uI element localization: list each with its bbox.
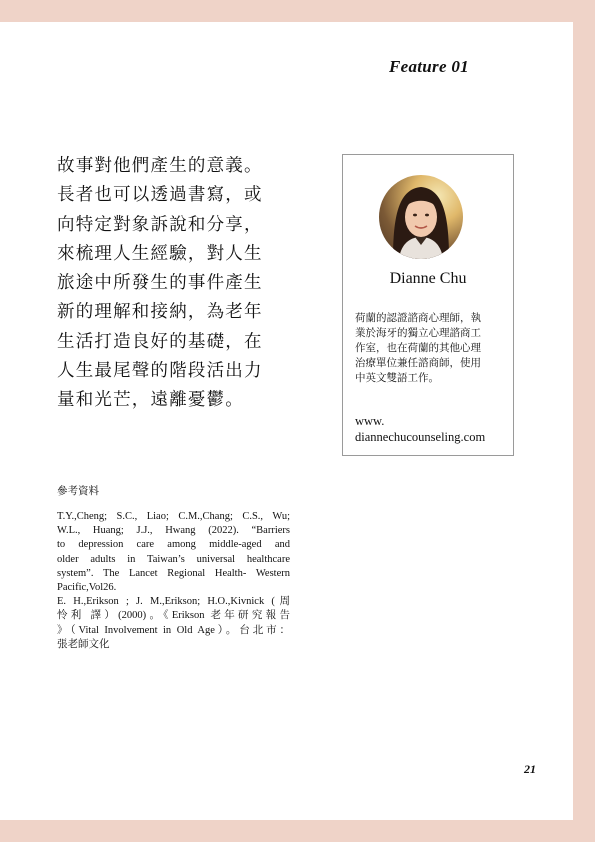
author-bio xyxy=(355,311,507,386)
article-body xyxy=(57,152,272,416)
references-list xyxy=(57,510,290,652)
body-line: 量和光芒，遠離憂鬱。 xyxy=(57,390,244,411)
reference-line: E. H.,Erikson ; J. M.,Erikson; H.O.,Kivnick (周 xyxy=(57,596,290,608)
reference-line: 張老師文化 xyxy=(57,638,110,650)
bio-line: 治療單位兼任諮商師，使用 xyxy=(355,357,481,369)
author-website[interactable] xyxy=(355,413,507,445)
body-line: 向特定對象訴說和分享， xyxy=(57,214,263,235)
reference-line: older adults in Taiwan’s universal healthcare xyxy=(57,553,290,565)
avatar xyxy=(379,175,463,259)
reference-line: Pacific,Vol26. xyxy=(57,582,117,594)
body-line: 旅途中所發生的事件產生 xyxy=(57,273,263,294)
reference-line: system”. The Lancet Regional Health- Western xyxy=(57,567,290,579)
references-title: 參考資料 xyxy=(57,485,99,497)
bio-line: 作室，也在荷蘭的其他心理 xyxy=(355,342,481,354)
body-line: 來梳理人生經驗，對人生 xyxy=(57,243,263,264)
reference-line: to depression care among middle-aged and xyxy=(57,539,290,551)
website-line: diannechucounseling.com xyxy=(355,430,486,444)
reference-line: 》（Vital Involvement in Old Age）。台北市： xyxy=(57,624,290,636)
author-profile-card xyxy=(342,154,514,456)
body-line: 故事對他們產生的意義。 xyxy=(57,156,263,176)
body-line: 人生最尾聲的階段活出力 xyxy=(57,361,263,382)
reference-line: T.Y.,Cheng; S.C., Liao; C.M.,Chang; C.S., Wu; xyxy=(57,511,290,522)
body-line: 生活打造良好的基礎，在 xyxy=(57,331,263,352)
reference-line: 怜利 譯）(2000)。《Erikson 老年研究報告 xyxy=(57,610,290,622)
author-name: Dianne Chu xyxy=(389,270,467,287)
reference-line: W.L., Huang; J.J., Hwang (2022). “Barriers xyxy=(57,525,290,537)
body-line: 新的理解和接納，為老年 xyxy=(57,302,263,323)
portrait-image xyxy=(379,175,463,259)
page-number: 21 xyxy=(524,762,536,776)
body-line: 長者也可以透過書寫，或 xyxy=(57,185,263,206)
bio-line: 荷蘭的認證諮商心理師，執 xyxy=(355,312,481,324)
bio-line: 中英文雙語工作。 xyxy=(355,372,439,384)
bio-line: 業於海牙的獨立心理諮商工 xyxy=(355,327,481,339)
feature-label: Feature 01 xyxy=(389,57,469,76)
website-line: www. xyxy=(355,414,385,428)
